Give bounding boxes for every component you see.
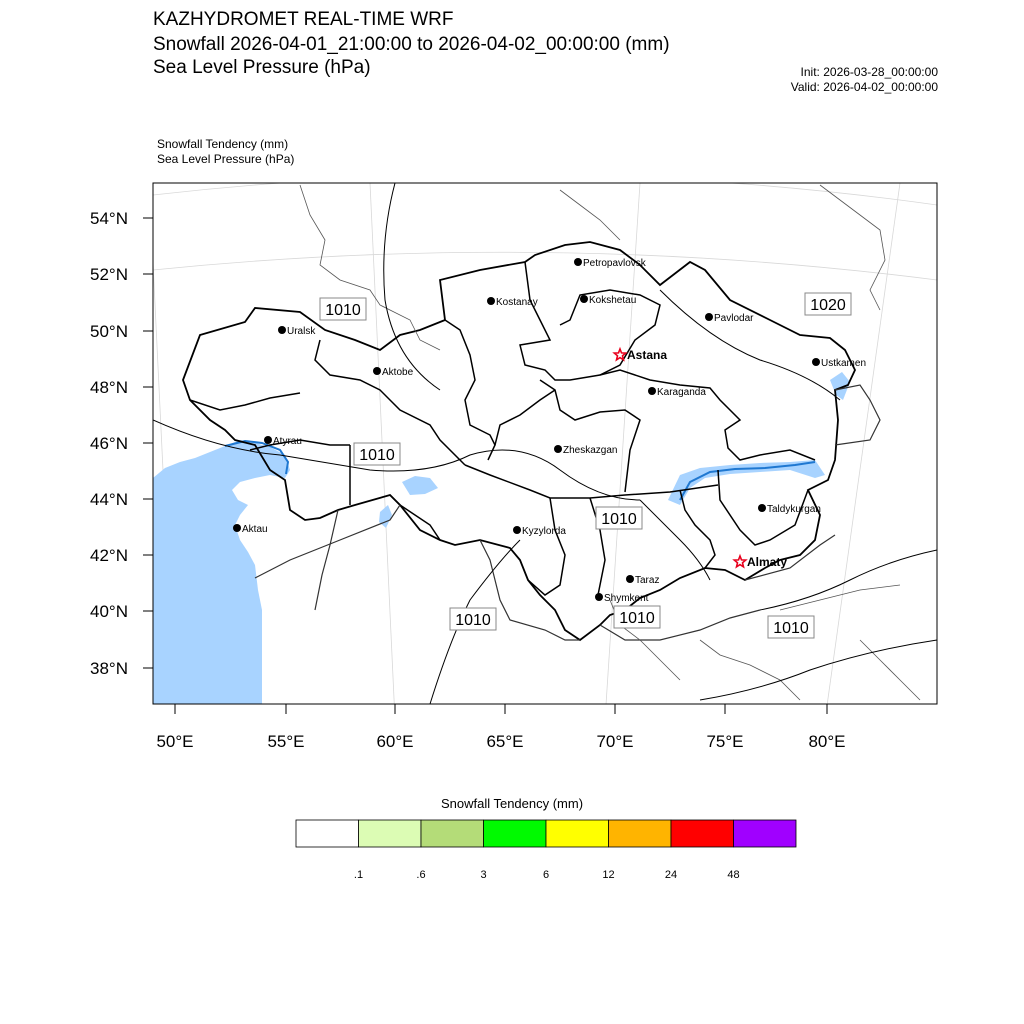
- lon-label: 70°E: [596, 732, 634, 751]
- city-label: Kostanay: [496, 297, 538, 308]
- city-dot-icon: [758, 504, 766, 512]
- svg-text:1010: 1010: [601, 511, 637, 528]
- lon-label: 65°E: [486, 732, 524, 751]
- colorbar-tick-label: .1: [353, 869, 364, 881]
- lat-label: 38°N: [90, 659, 128, 678]
- isobar-label: [354, 443, 400, 465]
- field-label-pressure: Sea Level Pressure (hPa): [157, 152, 295, 166]
- svg-text:1020: 1020: [810, 297, 846, 314]
- colorbar-tick-label: .6: [416, 869, 426, 881]
- map-frame: [153, 183, 937, 704]
- city-dot-icon: [812, 358, 820, 366]
- colorbar-tick-label: 24: [664, 869, 678, 881]
- colorbar-tick-label: 12: [602, 869, 615, 881]
- city-ustkamen: [812, 358, 866, 369]
- city-label: Kokshetau: [589, 295, 637, 306]
- valid-time: Valid: 2026-04-02_00:00:00: [790, 80, 938, 94]
- city-kokshetau: [580, 295, 636, 306]
- city-taldykurgan: [758, 504, 821, 515]
- svg-text:1010: 1010: [325, 302, 361, 319]
- city-almaty: [734, 555, 787, 569]
- city-label: Taldykurgan: [767, 504, 821, 515]
- isobar-label: [450, 608, 496, 630]
- city-label: Aktobe: [382, 367, 414, 378]
- city-aktau: [233, 524, 268, 535]
- balkhash-snow-band: [668, 460, 825, 505]
- lat-label: 52°N: [90, 265, 128, 284]
- isobars: [153, 183, 937, 704]
- city-label: Petropavlovsk: [583, 258, 646, 269]
- colorbar-swatch: [671, 820, 734, 847]
- svg-text:1010: 1010: [455, 612, 491, 629]
- city-label: Atyrau: [273, 436, 302, 447]
- city-label: Almaty: [747, 555, 788, 569]
- lon-label: 55°E: [267, 732, 305, 751]
- city-dot-icon: [513, 526, 521, 534]
- province-borders: [190, 262, 815, 595]
- city-dot-icon: [574, 258, 582, 266]
- city-uralsk: [278, 326, 316, 337]
- city-karaganda: [648, 387, 706, 398]
- svg-text:1010: 1010: [359, 447, 395, 464]
- city-dot-icon: [580, 295, 588, 303]
- city-dot-icon: [487, 297, 495, 305]
- city-label: Astana: [627, 348, 668, 362]
- city-label: Karaganda: [657, 387, 706, 398]
- city-dot-icon: [554, 445, 562, 453]
- lat-label: 48°N: [90, 378, 128, 397]
- city-taraz: [626, 575, 659, 586]
- snowfall-subtitle: Snowfall 2026-04-01_21:00:00 to 2026-04-02_00:00:00 (mm): [153, 34, 670, 55]
- init-time: Init: 2026-03-28_00:00:00: [800, 65, 938, 79]
- city-label: Shymkent: [604, 593, 649, 604]
- field-label-snowfall: Snowfall Tendency (mm): [157, 137, 289, 151]
- city-dot-icon: [626, 575, 634, 583]
- city-label: Kyzylorda: [522, 526, 566, 537]
- lat-label: 50°N: [90, 322, 128, 341]
- city-label: Pavlodar: [714, 313, 754, 324]
- colorbar-swatch: [296, 820, 359, 847]
- city-dot-icon: [233, 524, 241, 532]
- lat-label: 42°N: [90, 546, 128, 565]
- city-label: Aktau: [242, 524, 268, 535]
- pressure-subtitle: Sea Level Pressure (hPa): [153, 57, 371, 78]
- city-dot-icon: [705, 313, 713, 321]
- colorbar-swatch: [484, 820, 547, 847]
- colorbar-swatch: [421, 820, 484, 847]
- colorbar-swatch: [734, 820, 797, 847]
- isobar-label: [805, 293, 851, 315]
- colorbar-title: Snowfall Tendency (mm): [440, 796, 584, 811]
- isobar-label: [320, 298, 366, 320]
- city-dot-icon: [278, 326, 286, 334]
- city-astana: [614, 348, 667, 362]
- city-label: Taraz: [635, 575, 660, 586]
- colorbar-tick-label: 48: [727, 869, 740, 881]
- colorbar-tick-label: 3: [480, 869, 487, 881]
- city-kyzylorda: [513, 526, 566, 537]
- capital-star-icon: [734, 556, 745, 567]
- lon-label: 80°E: [808, 732, 846, 751]
- isobar-label: [596, 507, 642, 529]
- colorbar-swatch: [609, 820, 672, 847]
- lat-label: 40°N: [90, 602, 128, 621]
- colorbar-swatch: [359, 820, 422, 847]
- city-petropavlovsk: [574, 258, 647, 269]
- lat-label: 46°N: [90, 434, 128, 453]
- isobar-label: [614, 606, 660, 628]
- main-title: KAZHYDROMET REAL-TIME WRF: [153, 9, 454, 30]
- city-dot-icon: [373, 367, 381, 375]
- colorbar-swatch: [546, 820, 609, 847]
- lon-label: 75°E: [706, 732, 744, 751]
- isobar-label: [768, 616, 814, 638]
- city-zheskazgan: [554, 445, 617, 456]
- lon-label: 50°E: [156, 732, 194, 751]
- colorbar: [296, 820, 796, 881]
- caspian-snow-area: [153, 440, 290, 704]
- colorbar-tick-label: 6: [542, 869, 550, 881]
- lat-labels: [90, 209, 128, 678]
- lon-label: 60°E: [376, 732, 414, 751]
- map-plot-area: [150, 175, 937, 720]
- svg-text:1010: 1010: [773, 620, 809, 637]
- aral-snow-patches: [379, 476, 438, 528]
- lat-label: 44°N: [90, 490, 128, 509]
- city-label: Zheskazgan: [563, 445, 618, 456]
- city-label: Ustkamen: [821, 358, 867, 369]
- svg-text:1010: 1010: [619, 610, 655, 627]
- city-pavlodar: [705, 313, 754, 324]
- city-shymkent: [595, 593, 649, 604]
- city-dot-icon: [648, 387, 656, 395]
- lon-labels: [156, 732, 845, 751]
- city-kostanay: [487, 297, 538, 308]
- city-dot-icon: [595, 593, 603, 601]
- city-label: Uralsk: [287, 326, 316, 337]
- lat-label: 54°N: [90, 209, 128, 228]
- city-dot-icon: [264, 436, 272, 444]
